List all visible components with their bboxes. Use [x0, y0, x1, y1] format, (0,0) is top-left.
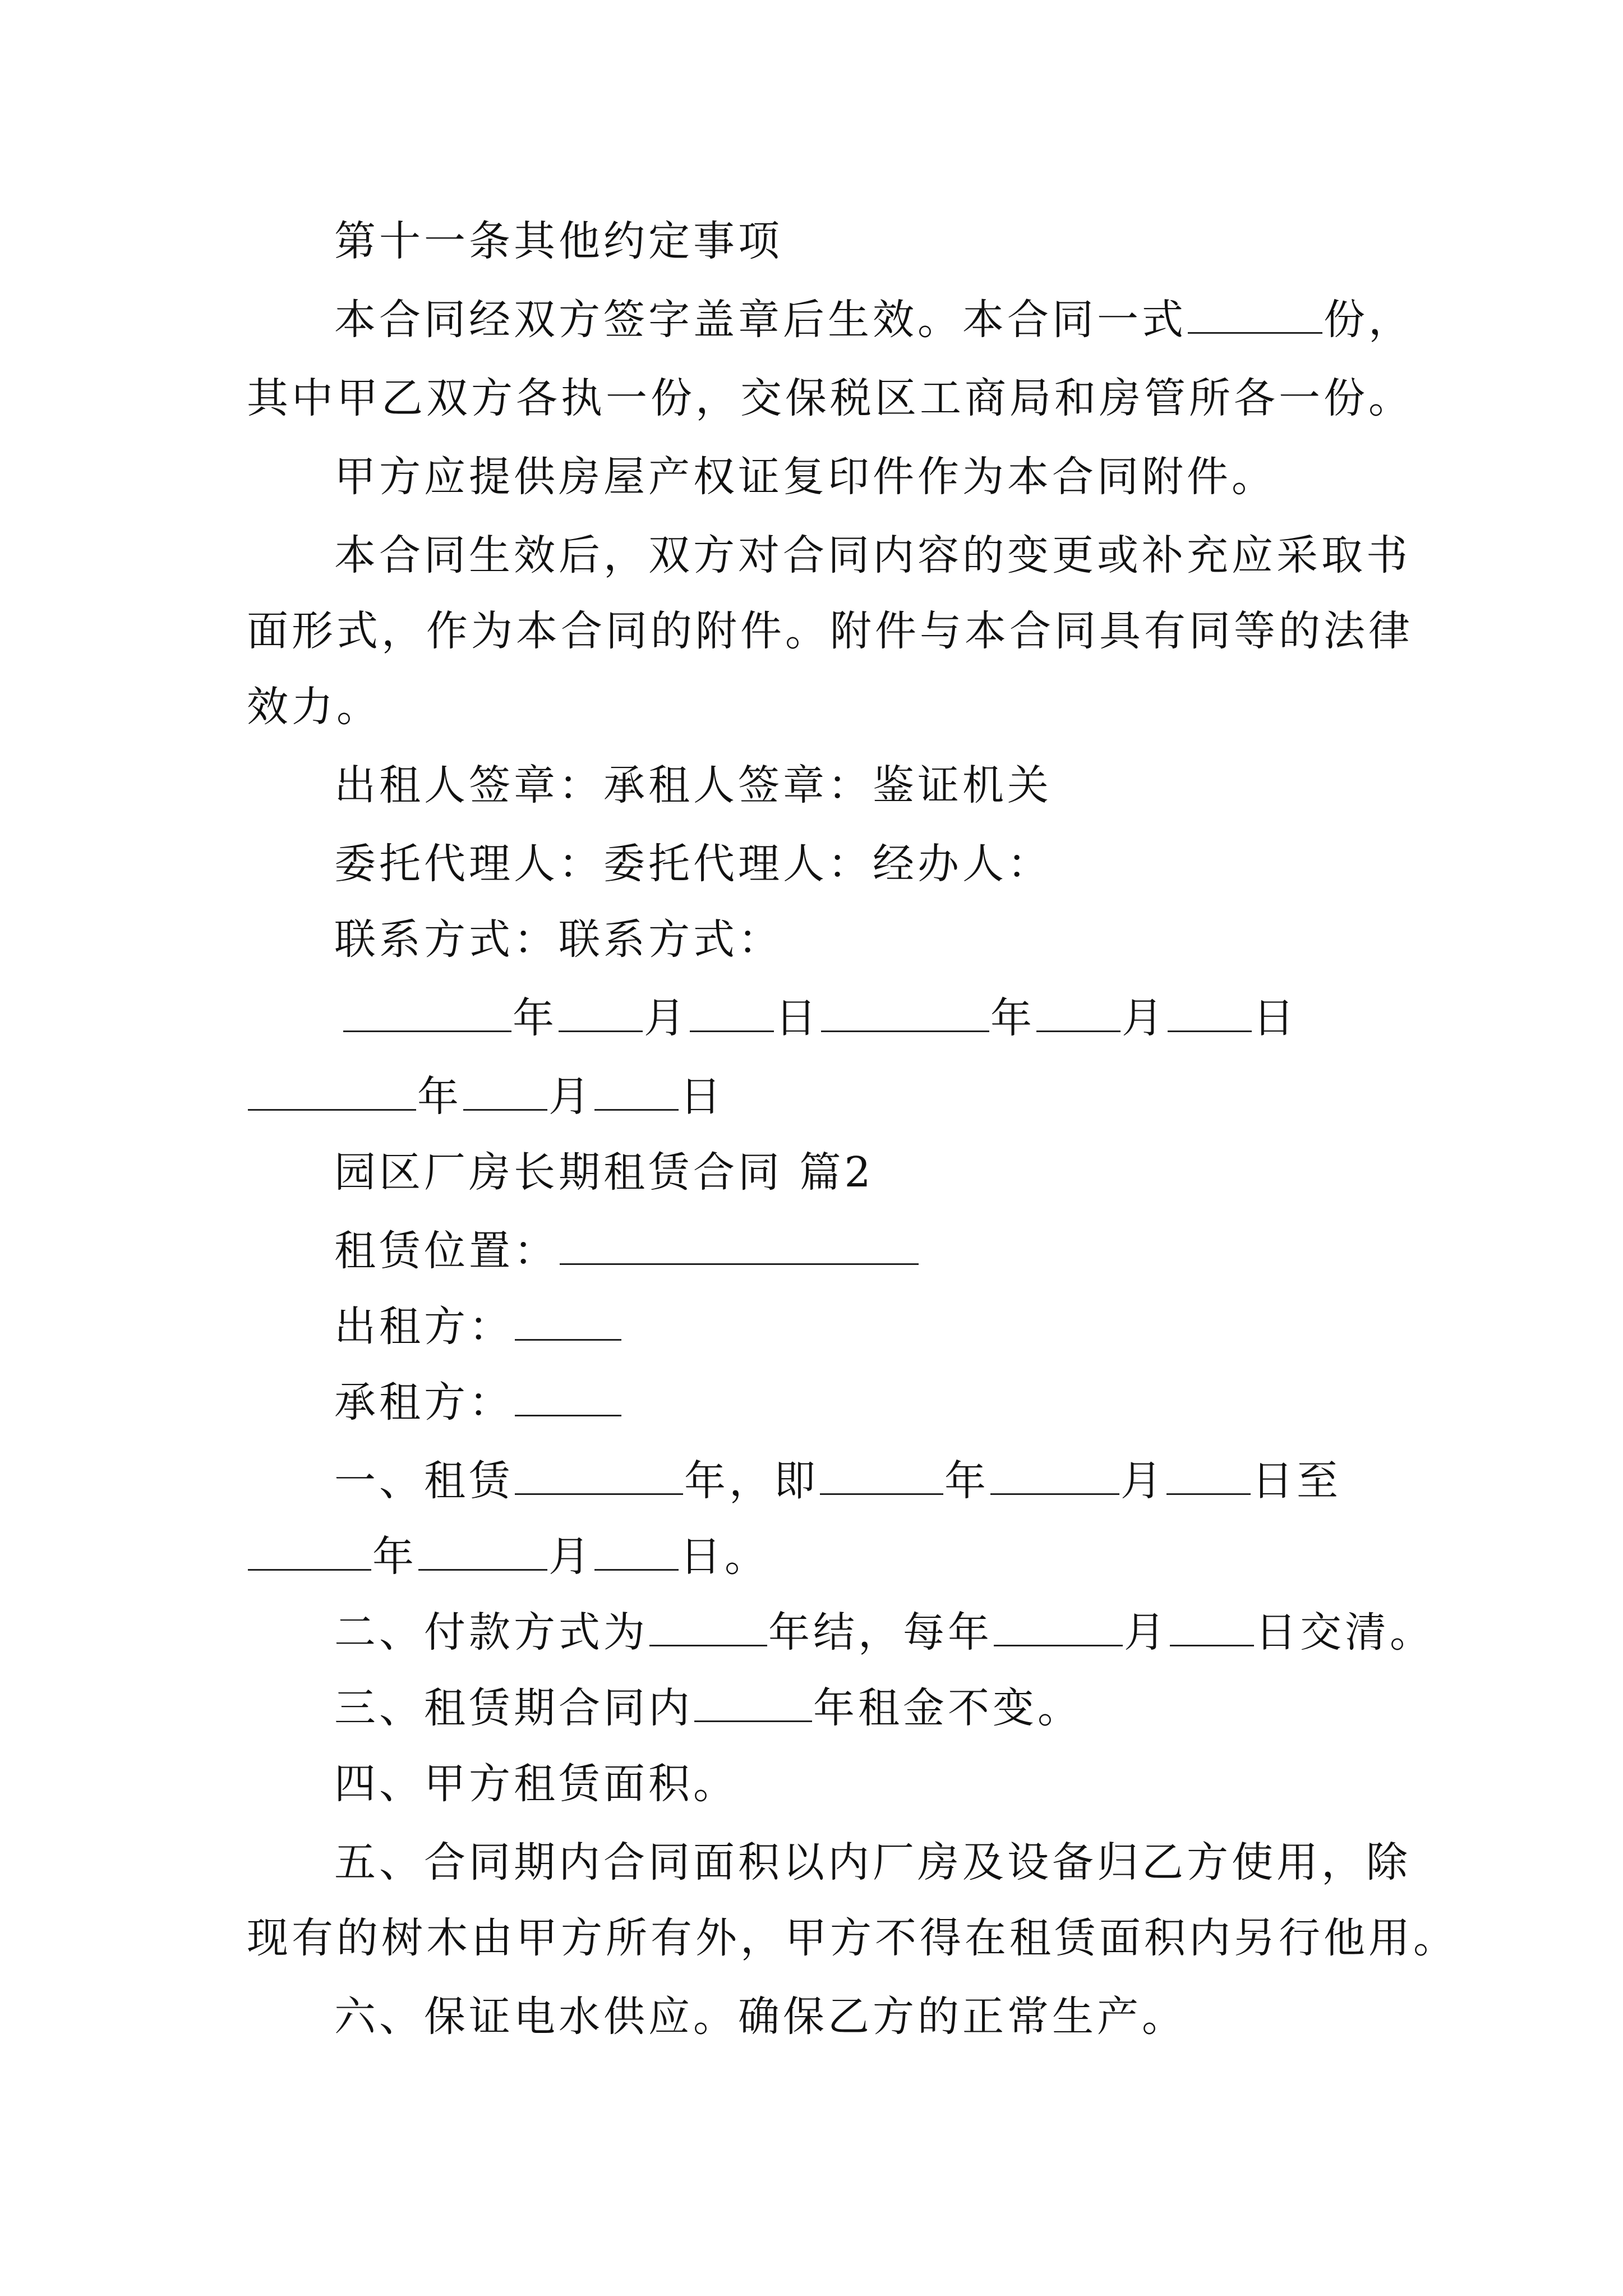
signature-line: 出租人签章：承租人签章：鉴证机关 — [334, 761, 1052, 809]
section-title: 园区厂房长期租赁合同 篇2 — [334, 1148, 874, 1197]
clause-5-line-1: 五、合同期内合同面积以内厂房及设备归乙方使用，除 — [334, 1838, 1411, 1887]
lessor-line: 出租方： — [334, 1299, 623, 1355]
clause-6-line: 六、保证电水供应。确保乙方的正常生产。 — [334, 1993, 1187, 2041]
clause-2-line: 二、付款方式为 年结，每年 月 日交清。 — [334, 1604, 1435, 1660]
lessor-blank — [515, 1300, 621, 1341]
article-11-heading: 第十一条其他约定事项 — [334, 217, 783, 265]
clause-1-line-1: 一、租赁 年，即 年 月 日至 — [334, 1453, 1341, 1509]
lessee-blank — [515, 1375, 621, 1416]
amendment-line-3: 效力。 — [247, 683, 381, 731]
lease-location-blank — [560, 1224, 919, 1265]
copies-distribution-line: 其中甲乙双方各执一份，交保税区工商局和房管所各一份。 — [247, 374, 1413, 422]
date-line-2: 年 月 日 — [247, 1069, 725, 1125]
contract-effective-line: 本合同经双方签字盖章后生效。本合同一式 份， — [334, 292, 1413, 348]
clause-3-line: 三、租赁期合同内 年租金不变。 — [334, 1680, 1082, 1736]
amendment-line-1: 本合同生效后，双方对合同内容的变更或补充应采取书 — [334, 531, 1411, 579]
attachment-line: 甲方应提供房屋产权证复印件作为本合同附件。 — [334, 453, 1276, 501]
date-line-1: 年 月 日 年 月 日 — [342, 990, 1298, 1046]
clause-1-line-2: 年 月 日。 — [247, 1529, 769, 1585]
clause-5-line-2: 现有的树木由甲方所有外，甲方不得在租赁面积内另行他用。 — [247, 1914, 1458, 1962]
lease-location-line: 租赁位置： — [334, 1223, 920, 1279]
clause-4-line: 四、甲方租赁面积。 — [334, 1760, 738, 1808]
copies-blank — [1188, 293, 1322, 334]
contact-line: 联系方式：联系方式： — [334, 915, 783, 964]
lessee-line: 承租方： — [334, 1374, 623, 1430]
agent-line: 委托代理人：委托代理人：经办人： — [334, 840, 1052, 888]
amendment-line-2: 面形式，作为本合同的附件。附件与本合同具有同等的法律 — [247, 607, 1413, 655]
